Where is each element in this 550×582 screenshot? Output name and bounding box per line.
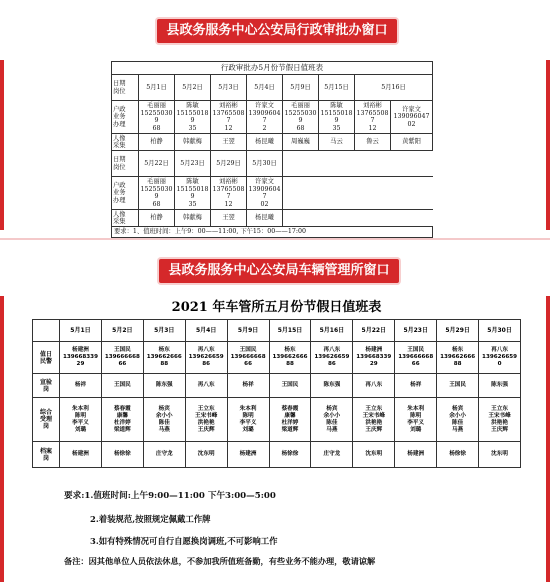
household-service-duty: 陈敏 151550189 35 bbox=[176, 102, 209, 132]
vehicle-duty-roster bbox=[32, 295, 520, 479]
duty-date: 5月15日 bbox=[319, 75, 355, 101]
empty-cell bbox=[283, 177, 433, 210]
household-service-duty: 刘裕彬 137655087 12 bbox=[356, 102, 389, 132]
duty-assignment: 蔡春霞 康馨 杜洋婷 梁道辉 bbox=[101, 398, 143, 442]
duty-assignment: 杨建洲 bbox=[227, 442, 269, 468]
portrait-capture-duty: 杨昆曦 bbox=[247, 134, 283, 151]
portrait-capture-duty: 马云 bbox=[319, 134, 355, 151]
duty-assignment: 王国民 bbox=[101, 374, 143, 398]
household-service-duty: 许家文 139096047 02 bbox=[248, 178, 281, 208]
duty-date: 5月30日 bbox=[247, 151, 283, 177]
portrait-capture-duty: 王翌 bbox=[211, 134, 247, 151]
duty-date: 5月4日 bbox=[185, 320, 227, 342]
portrait-capture-duty: 王翌 bbox=[211, 210, 247, 227]
duty-assignment: 再八东 139626659 86 bbox=[311, 342, 353, 374]
date-header-label: 日期 岗位 bbox=[112, 75, 139, 101]
duty-assignment: 杨祥 bbox=[227, 374, 269, 398]
duty-date: 5月30日 bbox=[479, 320, 521, 342]
duty-assignment: 王国民 139666668 66 bbox=[101, 342, 143, 374]
duty-date: 5月15日 bbox=[269, 320, 311, 342]
duty-assignment: 陈东强 bbox=[143, 374, 185, 398]
duty-date: 5月16日 bbox=[311, 320, 353, 342]
duty-date: 5月23日 bbox=[395, 320, 437, 342]
portrait-capture-label: 人像 采集 bbox=[112, 210, 139, 227]
household-service-duty: 许家文 139096047 02 bbox=[391, 101, 433, 134]
duty-date: 5月4日 bbox=[247, 75, 283, 101]
duty-assignment: 杨东 139662666 88 bbox=[437, 342, 479, 374]
duty-date: 5月22日 bbox=[353, 320, 395, 342]
date-header-label: 日期 岗位 bbox=[112, 151, 139, 177]
red-edge-left-2 bbox=[0, 296, 4, 582]
household-service-duty: 毛丽丽 152550309 68 bbox=[140, 178, 173, 208]
vehicle-management-window-banner: 县政务服务中心公安局车辆管理所窗口 bbox=[159, 259, 399, 283]
admin-roster-title: 行政审批办5月份节假日值班表 bbox=[112, 62, 433, 75]
red-divider bbox=[0, 238, 550, 240]
household-service-label: 户政 业务 办理 bbox=[112, 101, 139, 134]
duty-assignment: 陈东强 bbox=[311, 374, 353, 398]
duty-assignment: 王立东 王宋书峰 洪艳艳 王庆辉 bbox=[185, 398, 227, 442]
duty-assignment: 陈东强 bbox=[479, 374, 521, 398]
duty-assignment: 杨宾 余小小 陈佳 马燕 bbox=[437, 398, 479, 442]
note-uniform: 2.着装规范,按照规定佩戴工作牌 bbox=[90, 514, 211, 524]
admin-duty-roster bbox=[111, 61, 432, 235]
duty-assignment: 再八东 bbox=[185, 374, 227, 398]
vehicle-roster-title: 2021 年车管所五月份节假日值班表 bbox=[171, 299, 382, 315]
red-edge-right-1 bbox=[546, 60, 550, 230]
duty-date: 5月29日 bbox=[211, 151, 247, 177]
duty-assignment: 王国民 bbox=[269, 374, 311, 398]
household-service-duty: 陈敏 151550189 35 bbox=[176, 178, 209, 208]
portrait-capture-duty: 杨昆曦 bbox=[247, 210, 283, 227]
duty-assignment: 杨徐徐 bbox=[269, 442, 311, 468]
portrait-capture-duty: 韩献梅 bbox=[175, 210, 211, 227]
duty-assignment: 杨建洲 bbox=[395, 442, 437, 468]
portrait-capture-duty: 柏静 bbox=[139, 210, 175, 227]
duty-assignment: 杨东 139662666 88 bbox=[143, 342, 185, 374]
note-hours: 要求:1.值班时间:上午9:00—11:00 下午3:00—5:00 bbox=[64, 491, 276, 501]
household-service-duty: 毛丽丽 152550309 68 bbox=[284, 102, 317, 132]
duty-date: 5月16日 bbox=[355, 75, 433, 101]
duty-date: 5月9日 bbox=[227, 320, 269, 342]
duty-assignment: 杨宾 余小小 陈佳 马燕 bbox=[311, 398, 353, 442]
duty-assignment: 沈东明 bbox=[479, 442, 521, 468]
admin-duty-table bbox=[111, 61, 433, 238]
household-service-duty: 刘裕彬 137655087 12 bbox=[212, 178, 245, 208]
admin-approval-window-banner: 县政务服务中心公安局行政审批办窗口 bbox=[157, 19, 397, 43]
household-service-duty: 毛丽丽 152550309 68 bbox=[140, 102, 173, 132]
duty-assignment: 杨建洲 139668339 29 bbox=[353, 342, 395, 374]
household-service-duty: 陈敏 151550189 35 bbox=[320, 102, 353, 132]
duty-assignment: 再八东 139626659 86 bbox=[185, 342, 227, 374]
portrait-capture-label: 人像 采集 bbox=[112, 134, 139, 151]
duty-date: 5月3日 bbox=[211, 75, 247, 101]
duty-assignment: 沈东明 bbox=[185, 442, 227, 468]
duty-assignment: 杨祥 bbox=[395, 374, 437, 398]
duty-assignment: 庄守龙 bbox=[143, 442, 185, 468]
duty-assignment: 杨徐徐 bbox=[101, 442, 143, 468]
duty-hours-requirement: 要求：1、值班时间：上午9：00——11:00, 下午15：00——17:00 bbox=[112, 227, 433, 238]
duty-assignment: 再八东 bbox=[353, 374, 395, 398]
duty-assignment: 王国民 139666668 66 bbox=[395, 342, 437, 374]
duty-assignment: 朱本利 陈明 李平义 刘璐 bbox=[395, 398, 437, 442]
duty-date: 5月29日 bbox=[437, 320, 479, 342]
duty-assignment: 蔡春霞 康馨 杜洋婷 梁道辉 bbox=[269, 398, 311, 442]
duty-assignment: 王国民 139666668 66 bbox=[227, 342, 269, 374]
duty-post-label: 值日 民警 bbox=[33, 342, 60, 374]
duty-post-label: 综合 受理 岗 bbox=[33, 398, 60, 442]
duty-assignment: 王国民 bbox=[437, 374, 479, 398]
duty-assignment: 沈东明 bbox=[353, 442, 395, 468]
duty-assignment: 杨徐徐 bbox=[437, 442, 479, 468]
corner-cell bbox=[33, 320, 60, 342]
household-service-label: 户政 业务 办理 bbox=[112, 177, 139, 210]
red-edge-left-1 bbox=[0, 60, 4, 230]
portrait-capture-duty: 柏静 bbox=[139, 134, 175, 151]
empty-cell bbox=[283, 151, 433, 177]
duty-assignment: 再八东 139626659 0 bbox=[479, 342, 521, 374]
empty-cell bbox=[283, 210, 433, 227]
duty-assignment: 杨建洲 139668339 29 bbox=[60, 342, 102, 374]
duty-date: 5月1日 bbox=[139, 75, 175, 101]
duty-assignment: 庄守龙 bbox=[311, 442, 353, 468]
vehicle-duty-table bbox=[32, 295, 521, 468]
red-edge-right-2 bbox=[546, 296, 550, 582]
note-remark: 备注：因其他单位人员依法休息，不参加我所值班备勤，有些业务不能办理，敬请谅解 bbox=[64, 556, 376, 566]
portrait-capture-duty: 黄紫阳 bbox=[391, 134, 433, 151]
duty-assignment: 朱本利 陈明 李平义 刘璐 bbox=[227, 398, 269, 442]
duty-assignment: 王立东 王宋书峰 洪艳艳 王庆辉 bbox=[353, 398, 395, 442]
portrait-capture-duty: 周巍巍 bbox=[283, 134, 319, 151]
duty-assignment: 杨东 139662666 88 bbox=[269, 342, 311, 374]
duty-date: 5月1日 bbox=[60, 320, 102, 342]
duty-assignment: 王立东 王宋书峰 洪艳艳 王庆辉 bbox=[479, 398, 521, 442]
duty-date: 5月9日 bbox=[283, 75, 319, 101]
household-service-duty: 许家文 139096047 2 bbox=[248, 102, 281, 132]
duty-assignment: 杨宾 余小小 陈佳 马燕 bbox=[143, 398, 185, 442]
duty-date: 5月2日 bbox=[175, 75, 211, 101]
duty-date: 5月22日 bbox=[139, 151, 175, 177]
duty-post-label: 档案 岗 bbox=[33, 442, 60, 468]
duty-date: 5月2日 bbox=[101, 320, 143, 342]
duty-assignment: 杨建洲 bbox=[60, 442, 102, 468]
portrait-capture-duty: 鲁云 bbox=[355, 134, 391, 151]
duty-post-label: 宣验 岗 bbox=[33, 374, 60, 398]
portrait-capture-duty: 韩献梅 bbox=[175, 134, 211, 151]
duty-date: 5月3日 bbox=[143, 320, 185, 342]
note-shift-swap: 3.如有特殊情况可自行自愿换岗调班,不可影响工作 bbox=[90, 536, 278, 546]
duty-assignment: 朱本利 陈明 李平义 刘璐 bbox=[60, 398, 102, 442]
duty-date: 5月23日 bbox=[175, 151, 211, 177]
household-service-duty: 刘裕彬 137655087 12 bbox=[212, 102, 245, 132]
duty-assignment: 杨祥 bbox=[60, 374, 102, 398]
